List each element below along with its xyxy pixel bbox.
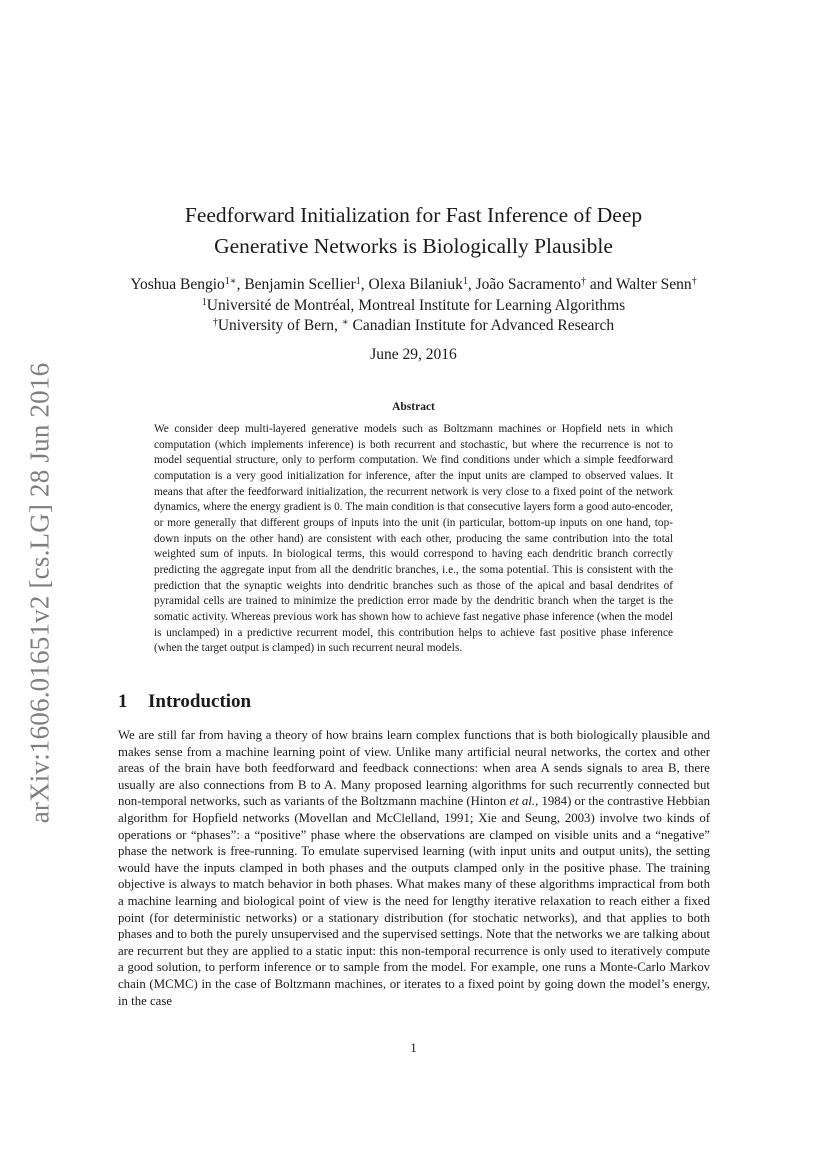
section-title: Introduction (148, 691, 252, 712)
title-line-1: Feedforward Initialization for Fast Inference of Deep (184, 203, 643, 227)
citation-et-al: et al. (509, 794, 536, 809)
author-name: , João Sacramento (467, 276, 582, 293)
intro-text: We are still far from having a theory of how brains learn complex functions that is both biologically plausible and makes sense from a machine learning point of view. Unlike many artificial neural networks, the cortex and other areas of the brain have both feedforward and feedback connections: when area A sends signals to area B, there usually are also connections from B to A. Many proposed learning algorithms for such recurrently connected but non-temporal networks, such as variants of the Boltzmann machine (Hinton (118, 728, 710, 809)
author-mark: 1 (355, 276, 361, 287)
author-name: and Walter Senn (586, 276, 692, 293)
paper-title (100, 200, 727, 262)
author-name: , Olexa Bilaniuk (360, 276, 463, 293)
affiliation-mark: ∗ (341, 317, 349, 328)
affiliation-text: Canadian Institute for Advanced Research (348, 317, 615, 334)
paper-date: June 29, 2016 (370, 346, 457, 363)
introduction-paragraph (118, 727, 710, 1009)
intro-text: , 1984) or the contrastive Hebbian algorithm for Hopfield networks (Movellan and McClelland, 1991; Xie and Seung, 2003) involve two kinds of operations or “phases”: a “positive” phase where the observations are clamped on visible units and a “negative” phase the network is free-running. To emulate supervised learning (with input units and output units), the setting would have the inputs clamped in both phases and the outputs clamped only in the positive phase. The training objective is always to match behavior in both phases. What makes many of these algorithms impractical from both a machine learning and biological point of view is the need for lengthy iterative relaxation to reach either a fixed point (for deterministic networks) or a stationary distribution (for stochatic networks), and that applies to both phases and to both the purely unsupervised and the supervised settings. Note that the networks we are talking about are recurrent but they are applied to a static input: this non-temporal recurrence is only used to iteratively compute a good solution, to perform inference or to sample from the model. For example, one runs a Monte-Carlo Markov chain (MCMC) in the case of Boltzmann machines, or iterates to a fixed point by going down the model’s energy, in the case (118, 794, 710, 1008)
section-number: 1 (118, 691, 128, 712)
section-heading (118, 691, 251, 713)
author-name: , Benjamin Scellier (236, 276, 356, 293)
author-block (60, 275, 767, 337)
author-list (60, 275, 767, 296)
affiliation-2 (60, 316, 767, 337)
abstract-text: We consider deep multi-layered generative models such as Boltzmann machines or Hopfield nets in which computation (which implements inference) is both recurrent and stochastic, but where the recurrence is not to model sequential structure, only to perform computation. We find conditions under which a simple feedforward computation is a very good initialization for inference, after the input units are clamped to observed values. It means that after the feedforward initialization, the recurrent network is very close to a fixed point of the network dynamics, where the energy gradient is 0. The main condition is that consecutive layers form a good auto-encoder, or more generally that different groups of inputs into the unit (in particular, bottom-up inputs on one hand, top-down inputs on the other hand) are consistent with each other, producing the same contribution into the total weighted sum of inputs. In biological terms, this would correspond to having each dendritic branch correctly predicting the aggregate input from all the dendritic branches, i.e., the soma potential. This is consistent with the prediction that the synaptic weights into dendritic branches such as those of the apical and basal dendrites of pyramidal cells are trained to minimize the prediction error made by the dendritic branch when the target is the somatic activity. Whereas previous work has shown how to achieve fast negative phase inference (when the model is unclamped) in a predictive recurrent model, this contribution helps to achieve fast positive phase inference (when the target output is clamped) in such recurrent neural models. (154, 423, 673, 655)
abstract-heading: Abstract (392, 401, 435, 413)
author-mark: † (691, 276, 697, 287)
author-mark: † (581, 276, 587, 287)
author-name: Yoshua Bengio (130, 276, 225, 293)
author-mark: 1 (462, 276, 468, 287)
affiliation-text: University of Bern, (217, 317, 342, 334)
affiliation-1 (60, 296, 767, 317)
affiliation-mark: † (212, 317, 218, 328)
author-mark: 1∗ (224, 276, 237, 287)
title-line-2: Generative Networks is Biologically Plausible (214, 234, 613, 258)
arxiv-stamp: arXiv:1606.01651v2 [cs.LG] 28 Jun 2016 (24, 362, 55, 824)
affiliation-mark: 1 (201, 296, 207, 308)
affiliation-text: Université de Montréal, Montreal Institute for Learning Algorithms (206, 296, 626, 314)
page-number: 1 (410, 1040, 417, 1055)
